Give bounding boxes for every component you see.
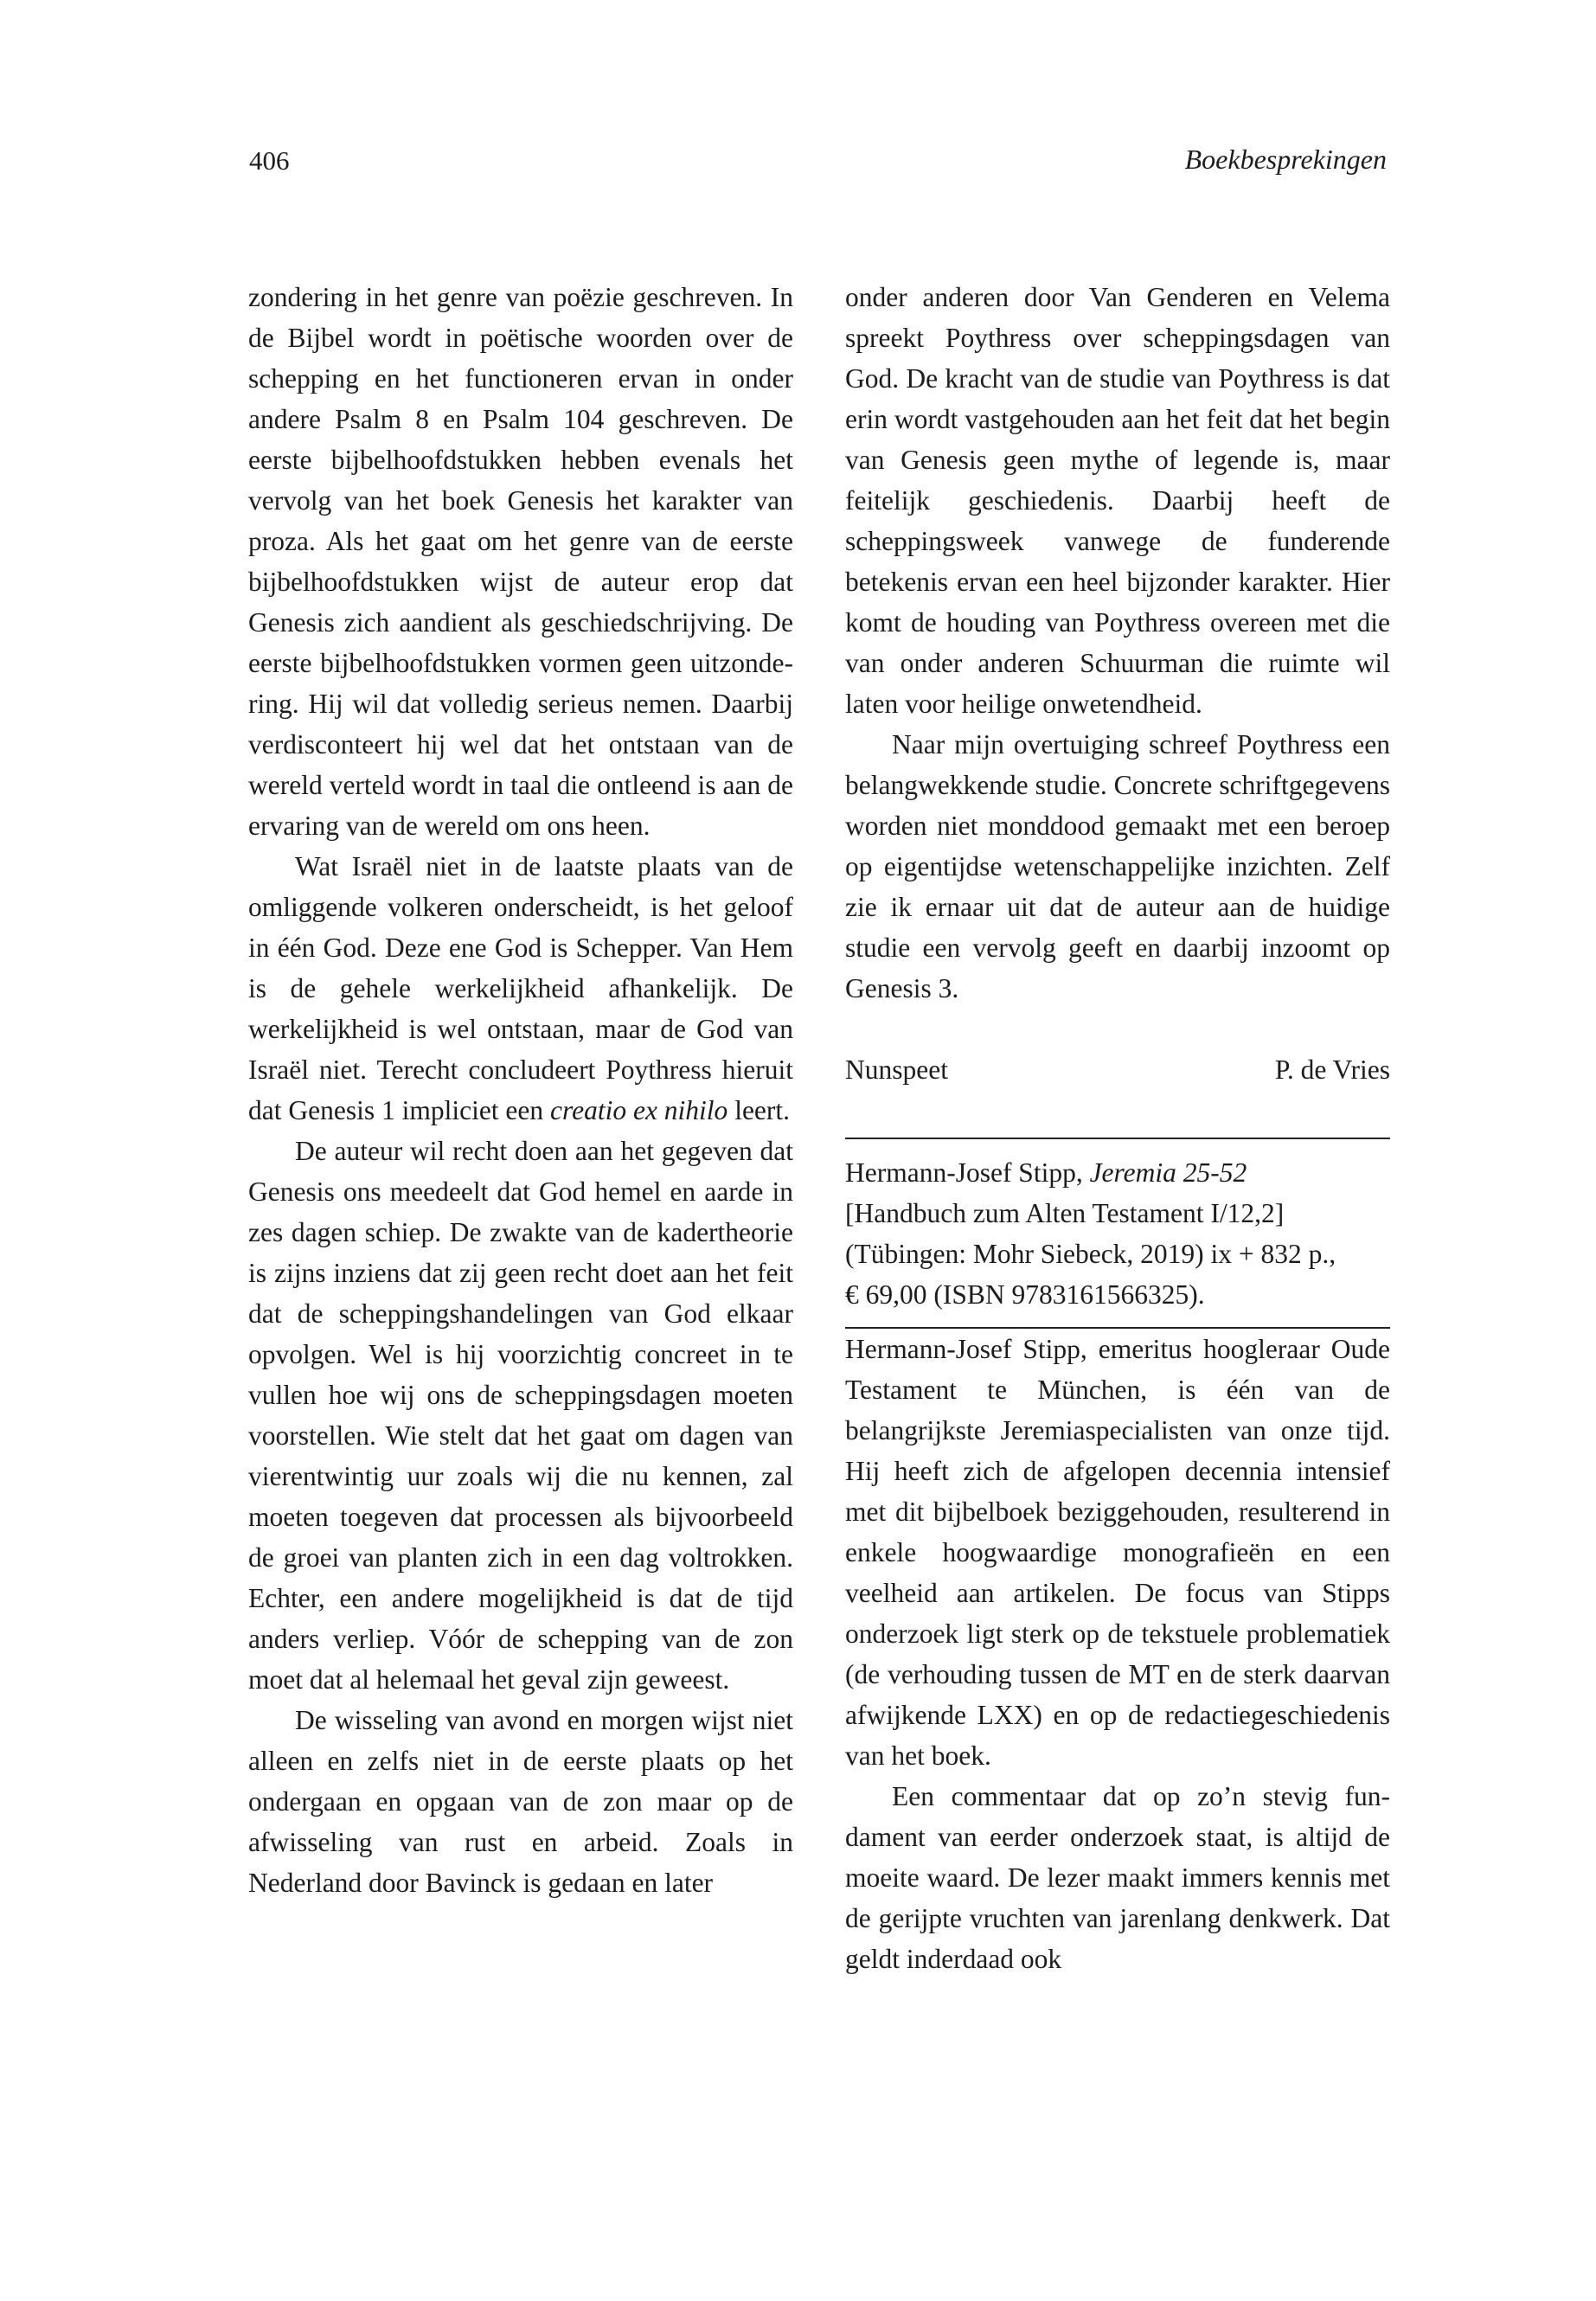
citation-title: Jeremia 25-52	[1089, 1157, 1247, 1188]
latin-phrase: creatio ex nihilo	[550, 1095, 728, 1125]
citation-series: [Handbuch zum Alten Testament I/12,2]	[845, 1198, 1285, 1228]
paragraph-text: leert.	[727, 1095, 791, 1125]
citation-publisher: (Tübingen: Mohr Siebeck, 2019) ix + 832 p.,	[845, 1239, 1336, 1269]
signoff-place: Nunspeet	[845, 1054, 948, 1085]
page-number: 406	[249, 145, 290, 176]
left-column	[248, 277, 793, 1903]
paragraph: onder anderen door Van Genderen en Velema spreekt Poythress over scheppingsdagen van God. De kracht van de studie van Poythress is dat erin wordt vastgehouden aan het feit dat het begin van Genesis geen mythe of legende is, maar feitelijk geschiedenis. Daarbij heeft de scheppingsweek vanwege de funderende betekenis ervan een heel bijzonder karakter. Hier komt de houding van Poythress overeen met die van onder anderen Schuurman die ruimte wil laten voor heilige onwetendheid.	[845, 282, 1390, 719]
paragraph: De wisseling van avond en morgen wijst niet alleen en zelfs niet in de eerste plaats op het ondergaan en opgaan van de zon maar op de afwisseling van rust en arbeid. Zoals in Nederland door Bavinck is gedaan en later	[248, 1705, 793, 1898]
running-head: Boekbesprekingen	[1184, 144, 1387, 175]
paragraph-text: Wat Israël niet in de laatste plaats van de omliggende volkeren onderscheidt, is het geloof in één God. Deze ene God is Schepper. Van Hem is de gehele werkelijkheid afhankelijk. De werkelijkheid is wel ontstaan, maar de God van Israël niet. Terecht concludeert Poythress hieruit dat Genesis 1 impliciet een	[248, 851, 793, 1125]
paragraph: Naar mijn overtuiging schreef Poythress een belangwekkende studie. Concrete schriftgegevens worden niet monddood gemaakt met een beroep op eigentijdse wetenschappelijke inzichten. Zelf zie ik ernaar uit dat de auteur aan de huidige studie een vervolg geeft en daarbij inzoomt op Genesis 3.	[845, 729, 1390, 1003]
paragraph: Hermann-Josef Stipp, emeritus hoogleraar Oude Testament te München, is één van de belangrijkste Jeremiaspecialisten van onze tijd. Hij heeft zich de afgelopen decennia intensief met dit bijbelboek beziggehouden, resulterend in enkele hoogwaardige monografieën en een veelheid aan artikelen. De focus van Stipps onderzoek ligt sterk op de tekstuele problematiek (de verhouding tussen de MT en de sterk daarvan afwijkende LXX) en op de redactiegeschiedenis van het boek.	[845, 1334, 1390, 1771]
book-citation	[845, 1139, 1390, 1327]
paragraph: Een commentaar dat op zo’n stevig fundament van eerder onderzoek staat, is altijd de moeite waard. De lezer maakt immers kennis met de gerijpte vruchten van jarenlang denkwerk. Dat geldt inderdaad ook	[845, 1781, 1390, 1974]
citation-line	[845, 1152, 1390, 1193]
paragraph	[248, 846, 793, 1131]
signoff-name: P. de Vries	[1274, 1054, 1390, 1085]
review-signoff	[845, 1049, 1390, 1090]
right-column	[845, 277, 1390, 1979]
paragraph: De auteur wil recht doen aan het gegeven dat Genesis ons meedeelt dat God hemel en aarde in zes dagen schiep. De zwakte van de kadertheorie is zijns inziens dat zij geen recht doet aan het feit dat de scheppingshandelingen van God elkaar opvolgen. Wel is hij voorzichtig concreet in te vullen hoe wij ons de scheppingsdagen moeten voorstellen. Wie stelt dat het gaat om dagen van vierentwintig uur zoals wij die nu kennen, zal moeten toegeven dat processen als bijvoorbeeld de groei van planten zich in een dag voltrokken. Echter, een andere mogelijkheid is dat de tijd anders verliep. Vóór de schepping van de zon moet dat al helemaal het geval zijn geweest.	[248, 1136, 793, 1695]
citation-price: € 69,00 (ISBN 9783161566325).	[845, 1279, 1205, 1310]
paragraph: zondering in het genre van poëzie geschreven. In de Bijbel wordt in poëtische woorden over de schepping en het functioneren ervan in onder andere Psalm 8 en Psalm 104 geschreven. De eerste bijbelhoofdstukken hebben evenals het vervolg van het boek Genesis het karakter van proza. Als het gaat om het genre van de eerste bijbelhoofdstukken wijst de auteur erop dat Genesis zich aandient als geschiedschrijving. De eerste bijbelhoofdstukken vormen geen uitzondering. Hij wil dat volledig serieus nemen. Daarbij verdisconteert hij wel dat het ontstaan van de wereld verteld wordt in taal die ontleend is aan de ervaring van de wereld om ons heen.	[248, 282, 793, 841]
citation-author: Hermann-Josef Stipp,	[845, 1157, 1090, 1188]
